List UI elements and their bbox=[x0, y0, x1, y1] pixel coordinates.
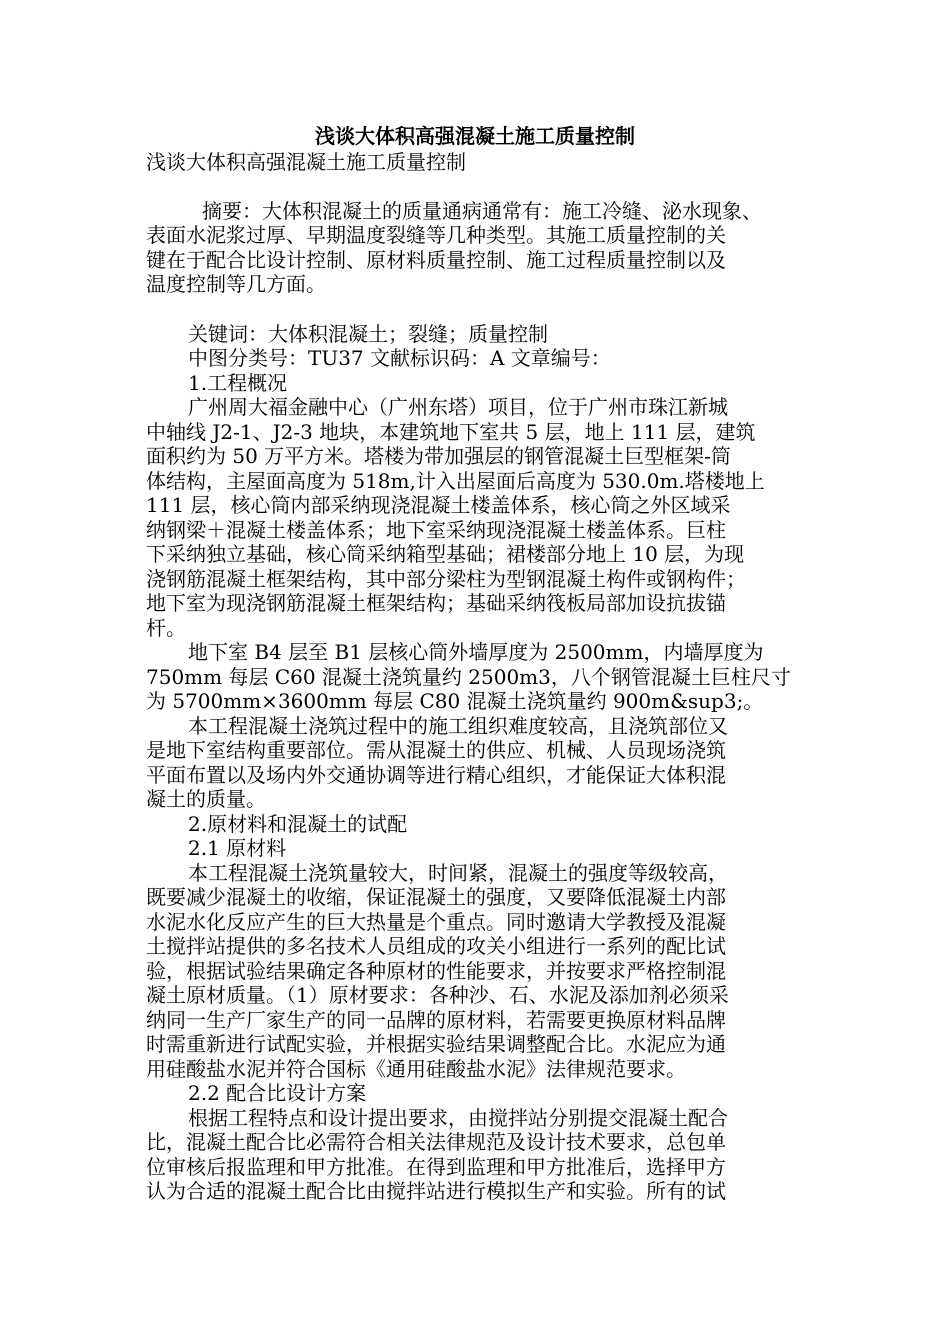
keywords-line: 关键词：大体积混凝土；裂缝；质量控制 bbox=[188, 321, 548, 346]
paragraph bbox=[146, 714, 818, 812]
paragraph-line: 面积约为 50 万平方米。塔楼为带加强层的钢管混凝土巨型框架-筒 bbox=[146, 444, 731, 468]
section-heading: 2.原材料和混凝土的试配 bbox=[188, 811, 408, 836]
paragraph-line: 杆。 bbox=[146, 615, 186, 640]
paragraph bbox=[146, 640, 818, 714]
paragraph-line: 凝土原材质量。（1）原材要求：各种沙、石、水泥及添加剂必须采 bbox=[146, 983, 729, 1007]
paragraph bbox=[146, 395, 818, 640]
abstract-line: 键在于配合比设计控制、原材料质量控制、施工过程质量控制以及 bbox=[146, 247, 726, 272]
paragraph-line: 下采纳独立基础，核心筒采纳箱型基础；裙楼部分地上 10 层，为现 bbox=[146, 542, 745, 566]
paragraph-line: 纳钢梁＋混凝土楼盖体系；地下室采纳现浇混凝土楼盖体系。巨柱 bbox=[146, 517, 726, 542]
classification-line: 中图分类号：TU37 文献标识码：A 文章编号： bbox=[188, 346, 611, 370]
section-heading: 1.工程概况 bbox=[188, 370, 288, 395]
paragraph-line: 750mm 每层 C60 混凝土浇筑量约 2500m3，八个钢管混凝土巨柱尺寸 bbox=[146, 664, 791, 689]
paragraph-line: 平面布置以及场内外交通协调等进行精心组织，才能保证大体积混 bbox=[146, 762, 726, 787]
paragraph-line: 111 层，核心筒内部采纳现浇混凝土楼盖体系，核心筒之外区域采 bbox=[146, 493, 731, 517]
paragraph-line: 比，混凝土配合比必需符合相关法律规范及设计技术要求，总包单 bbox=[146, 1130, 726, 1154]
paragraph-line: 纳同一生产厂家生产的同一品牌的原材料，若需要更换原材料品牌 bbox=[146, 1007, 726, 1032]
paragraph-line: 用硅酸盐水泥并符合国标《通用硅酸盐水泥》法律规范要求。 bbox=[146, 1056, 686, 1081]
paragraph-line: 验，根据试验结果确定各种原材的性能要求，并按要求严格控制混 bbox=[146, 958, 726, 983]
paragraph-line: 水泥水化反应产生的巨大热量是个重点。同时邀请大学教授及混凝 bbox=[146, 909, 726, 934]
paragraph-line: 地下室 B4 层至 B1 层核心筒外墙厚度为 2500mm，内墙厚度为 bbox=[188, 640, 764, 664]
document-body bbox=[146, 150, 818, 1204]
paragraph-line: 时需重新进行试配实验，并根据实验结果调整配合比。水泥应为通 bbox=[146, 1032, 726, 1056]
paragraph-line: 地下室为现浇钢筋混凝土框架结构；基础采纳筏板局部加设抗拔锚 bbox=[146, 591, 726, 615]
abstract-line: 温度控制等几方面。 bbox=[146, 272, 326, 296]
paragraph-line: 广州周大福金融中心（广州东塔）项目，位于广州市珠江新城 bbox=[188, 395, 728, 419]
paragraph-line: 中轴线 J2-1、J2-3 地块，本建筑地下室共 5 层，地上 111 层，建筑 bbox=[146, 419, 756, 444]
paragraph bbox=[146, 1106, 818, 1204]
paragraph-line: 凝土的质量。 bbox=[146, 787, 266, 811]
paragraph-line: 为 5700mm×3600mm 每层 C80 混凝土浇筑量约 900m&sup3;。 bbox=[146, 689, 764, 713]
document-subtitle: 浅谈大体积高强混凝土施工质量控制 bbox=[146, 150, 466, 174]
paragraph-line: 本工程混凝土浇筑过程中的施工组织难度较高，且浇筑部位又 bbox=[188, 713, 728, 738]
paragraph-line: 认为合适的混凝土配合比由搅拌站进行模拟生产和实验。所有的试 bbox=[146, 1179, 726, 1203]
paragraph-line: 根据工程特点和设计提出要求，由搅拌站分别提交混凝土配合 bbox=[188, 1105, 728, 1130]
document-title: 浅谈大体积高强混凝土施工质量控制 bbox=[315, 124, 635, 148]
abstract-line: 表面水泥浆过厚、早期温度裂缝等几种类型。其施工质量控制的关 bbox=[146, 223, 726, 247]
paragraph bbox=[146, 861, 818, 1082]
paragraph-line: 位审核后报监理和甲方批准。在得到监理和甲方批准后，选择甲方 bbox=[146, 1154, 726, 1179]
subsection-heading: 2.2 配合比设计方案 bbox=[188, 1081, 367, 1105]
paragraph-line: 体结构，主屋面高度为 518m,计入出屋面后高度为 530.0m.塔楼地上 bbox=[146, 468, 765, 493]
paragraph-line: 土搅拌站提供的多名技术人员组成的攻关小组进行一系列的配比试 bbox=[146, 934, 726, 958]
paragraph-line: 既要减少混凝土的收缩，保证混凝土的强度，又要降低混凝土内部 bbox=[146, 885, 726, 909]
abstract-line: 摘要：大体积混凝土的质量通病通常有：施工冷缝、泌水现象、 bbox=[202, 198, 762, 223]
subsection-heading: 2.1 原材料 bbox=[188, 836, 287, 860]
abstract bbox=[146, 199, 818, 297]
paragraph-line: 是地下室结构重要部位。需从混凝土的供应、机械、人员现场浇筑 bbox=[146, 738, 726, 762]
paragraph-line: 本工程混凝土浇筑量较大，时间紧，混凝土的强度等级较高， bbox=[188, 860, 728, 885]
paragraph-line: 浇钢筋混凝土框架结构，其中部分梁柱为型钢混凝土构件或钢构件； bbox=[146, 566, 746, 591]
